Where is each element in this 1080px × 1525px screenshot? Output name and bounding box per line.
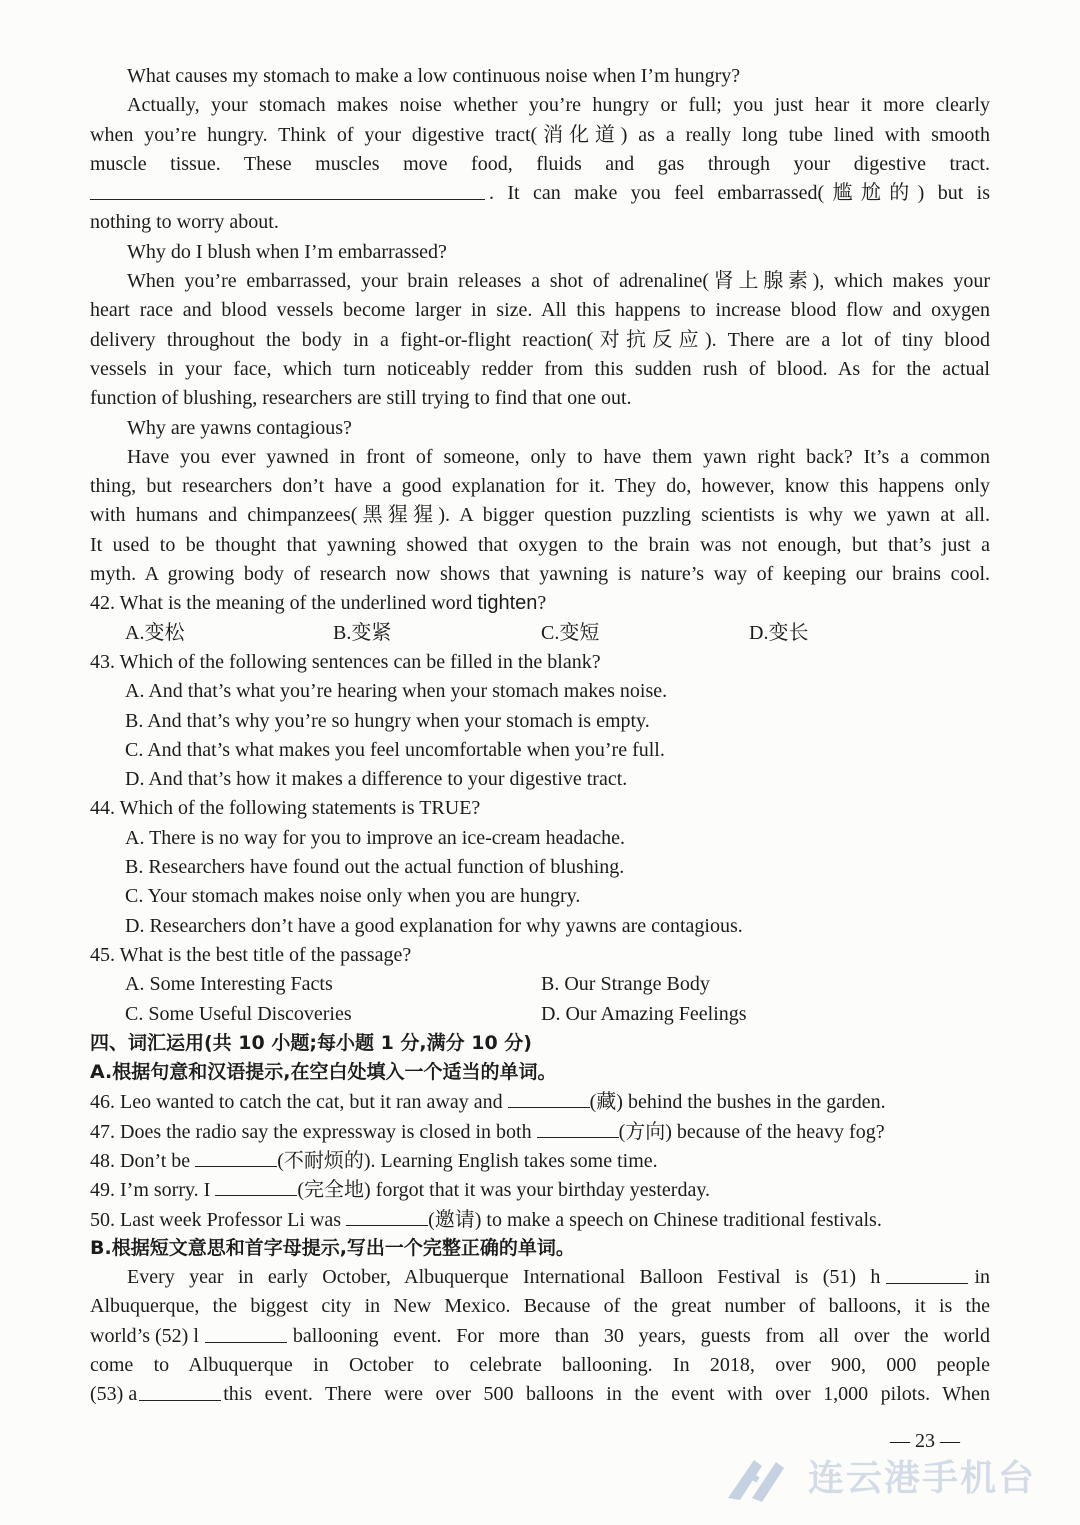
paragraph-line: muscle tissue. These muscles move food, fluids and gas through your digestive tract.	[90, 152, 990, 175]
question-44-stem: 44. Which of the following statements is TRUE?	[90, 797, 481, 820]
cloze-text: this event. There were over 500 balloons in the event with over 1,000 pilots. When	[223, 1383, 990, 1406]
question-49	[90, 1175, 990, 1204]
question-text: (藏) behind the bushes in the garden.	[589, 1091, 886, 1114]
paragraph-line: myth. A growing body of research now shows that yawning is nature’s way of keeping our brains cool.	[90, 563, 990, 586]
paragraph-line: when you’re hungry. Think of your digestive tract(消化道) as a really long tube lined with smooth	[90, 123, 990, 146]
option-a[interactable]: A. And that’s what you’re hearing when your stomach makes noise.	[125, 680, 668, 703]
question-text: (完全地) forgot that it was your birthday yesterday.	[297, 1179, 711, 1202]
answer-blank-53[interactable]	[139, 1380, 221, 1401]
answer-blank-52[interactable]	[205, 1322, 287, 1343]
keyword: tighten	[477, 592, 538, 615]
paragraph-line: with humans and chimpanzees(黑猩猩). A bigger question puzzling scientists is why we yawn at all.	[90, 504, 990, 527]
paragraph-line: delivery throughout the body in a fight-or-flight reaction(对抗反应). There are a lot of tiny blood	[90, 328, 990, 351]
paragraph-line: Have you ever yawned in front of someone, only to have them yawn right back? It’s a common	[127, 445, 990, 468]
option-a[interactable]: A.变松	[125, 621, 185, 644]
question-text: (方向) because of the heavy fog?	[618, 1120, 885, 1143]
question-42	[90, 589, 990, 618]
section-title: 四、词汇运用(共 10 小题;每小题 1 分,满分 10 分)	[90, 1031, 532, 1054]
cloze-line: come to Albuquerque in October to celebrate ballooning. In 2018, over 900, 000 people	[90, 1354, 990, 1377]
question-text: (不耐烦的). Learning English takes some time.	[277, 1149, 658, 1172]
paragraph-line-with-blank	[90, 179, 990, 208]
answer-blank-49[interactable]	[215, 1175, 297, 1196]
question-text: 49. I’m sorry. I	[90, 1179, 216, 1202]
question-text: (邀请) to make a speech on Chinese traditional festivals.	[428, 1208, 882, 1231]
options-45-row2	[90, 1000, 990, 1029]
page-number: — 23 —	[890, 1430, 960, 1452]
option-b[interactable]: B.变紧	[333, 621, 392, 644]
paragraph-line: vessels in your face, which turn noticeably redder from this sudden rush of blood. As for the actual	[90, 357, 990, 380]
options-45-row1	[90, 970, 990, 999]
answer-blank-50[interactable]	[346, 1205, 428, 1226]
question-45-stem: 45. What is the best title of the passage?	[90, 943, 412, 966]
passage-heading-2: Why do I blush when I’m embarrassed?	[127, 240, 447, 263]
watermark-text: 连云港手机台	[808, 1457, 1037, 1499]
paragraph-line: When you’re embarrassed, your brain releases a shot of adrenaline(肾上腺素), which makes your	[127, 270, 990, 293]
answer-blank-51[interactable]	[886, 1263, 968, 1284]
cloze-text: ballooning event. For more than 30 years, guests from all over the world	[292, 1324, 990, 1347]
option-c[interactable]: C. Your stomach makes noise only when you are hungry.	[125, 885, 581, 908]
watermark-logo	[718, 1440, 1036, 1510]
paragraph-line: It used to be thought that yawning showed that oxygen to the brain was not enough, but that’s just a	[90, 533, 990, 556]
option-b[interactable]: B. Researchers have found out the actual function of blushing.	[125, 856, 625, 879]
cloze-line	[90, 1263, 990, 1292]
option-d[interactable]: D. Our Amazing Feelings	[541, 1002, 747, 1025]
question-stem: 42. What is the meaning of the underlined word	[90, 592, 478, 615]
question-50	[90, 1205, 990, 1234]
part-a-instruction: A.根据句意和汉语提示,在空白处填入一个适当的单词。	[90, 1061, 557, 1084]
cloze-text: Every year in early October, Albuquerque International Balloon Festival is (51) h	[127, 1266, 881, 1289]
answer-blank-43[interactable]	[90, 179, 485, 200]
option-b[interactable]: B. And that’s why you’re so hungry when your stomach is empty.	[125, 709, 650, 732]
paragraph-text: . It can make you feel embarrassed(尴尬的) but is	[489, 182, 990, 205]
cloze-line: Albuquerque, the biggest city in New Mexico. Because of the great number of balloons, it is the	[90, 1295, 990, 1318]
paragraph-line: nothing to worry about.	[90, 211, 279, 234]
passage-heading-3: Why are yawns contagious?	[127, 416, 352, 439]
option-b[interactable]: B. Our Strange Body	[541, 973, 710, 996]
option-a[interactable]: A. Some Interesting Facts	[125, 973, 333, 996]
cloze-text: (53) a	[90, 1383, 138, 1406]
question-46	[90, 1087, 990, 1116]
exam-page-content	[90, 62, 990, 1410]
cloze-line	[90, 1380, 990, 1409]
paragraph-line: heart race and blood vessels become larger in size. All this happens to increase blood flow and oxygen	[90, 299, 990, 322]
cloze-text: in	[974, 1266, 990, 1289]
paragraph-line: Actually, your stomach makes noise whether you’re hungry or full; you just hear it more clearly	[127, 94, 990, 117]
option-a[interactable]: A. There is no way for you to improve an ice-cream headache.	[125, 826, 625, 849]
cloze-text: world’s (52) l	[90, 1324, 199, 1347]
answer-blank-46[interactable]	[508, 1087, 590, 1108]
lightning-icon	[718, 1440, 798, 1510]
question-text: 48. Don’t be	[90, 1149, 196, 1172]
question-mark: ?	[537, 592, 547, 615]
passage-heading-1: What causes my stomach to make a low continuous noise when I’m hungry?	[127, 65, 741, 87]
answer-blank-48[interactable]	[195, 1146, 277, 1167]
part-b-instruction: B.根据短文意思和首字母提示,写出一个完整正确的单词。	[90, 1236, 575, 1259]
option-d[interactable]: D. Researchers don’t have a good explanation for why yawns are contagious.	[125, 914, 743, 937]
paragraph-line: thing, but researchers don’t have a good explanation for it. They do, however, know this happens only	[90, 475, 990, 498]
question-43-stem: 43. Which of the following sentences can be filled in the blank?	[90, 650, 601, 673]
paragraph-line: function of blushing, researchers are still trying to find that one out.	[90, 387, 632, 410]
option-d[interactable]: D. And that’s how it makes a difference to your digestive tract.	[125, 768, 628, 791]
cloze-line	[90, 1322, 990, 1351]
option-c[interactable]: C.变短	[541, 621, 600, 644]
question-text: 47. Does the radio say the expressway is closed in both	[90, 1120, 537, 1143]
option-c[interactable]: C. And that’s what makes you feel uncomfortable when you’re full.	[125, 738, 665, 761]
question-47	[90, 1117, 990, 1146]
option-d[interactable]: D.变长	[749, 621, 809, 644]
option-c[interactable]: C. Some Useful Discoveries	[125, 1002, 352, 1025]
options-42	[90, 619, 990, 648]
question-text: 46. Leo wanted to catch the cat, but it ran away and	[90, 1091, 508, 1114]
question-48	[90, 1146, 990, 1175]
question-text: 50. Last week Professor Li was	[90, 1208, 347, 1231]
answer-blank-47[interactable]	[537, 1117, 619, 1138]
